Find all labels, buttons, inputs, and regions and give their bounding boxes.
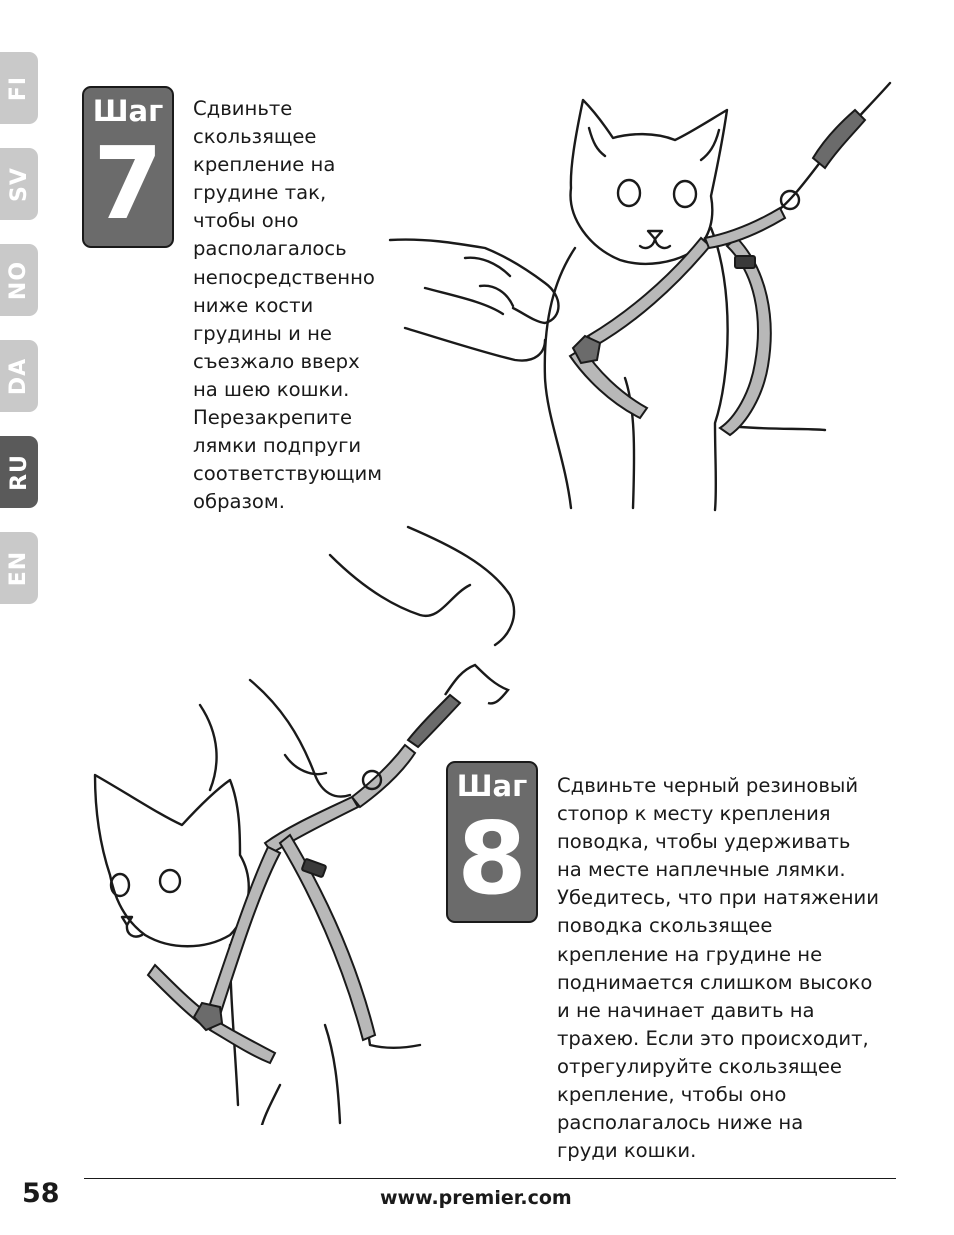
step-7-illustration (385, 78, 905, 518)
page-number: 58 (22, 1178, 60, 1209)
language-tab-label: FI (6, 75, 32, 101)
step-number: 7 (93, 125, 163, 242)
language-tab-sv[interactable] (0, 148, 38, 220)
step-word: Шаг (456, 769, 528, 803)
footer-divider (84, 1178, 896, 1179)
language-tab-label: SV (6, 166, 32, 202)
language-tab-label: DA (6, 357, 32, 395)
step-8-badge (446, 761, 538, 923)
step-word: Шаг (92, 94, 164, 128)
step-7-badge (82, 86, 174, 248)
language-tab-label: NO (6, 260, 32, 300)
language-tab-label: EN (6, 550, 32, 586)
step-number: 8 (457, 800, 527, 917)
footer-url[interactable]: www.premier.com (380, 1187, 572, 1209)
step-7-text: Сдвиньте скользящее крепление на грудине так, чтобы оно располагалось непосредственно ниже кости грудины и не съезжало вверх на шею кошки. Перезакрепите лямки подпруги соответствующим образом. (193, 97, 382, 514)
step-8-text: Сдвиньте черный резиновый стопор к месту крепления поводка, чтобы удерживать на месте наплечные лямки. Убедитесь, что при натяжении поводка скользящее крепление на грудине не поднимается слишком высоко и не начинает давить на трахею. Если это происходит, отрегулируйте скользящее крепление, чтобы оно располагалось ниже на груди кошки. (557, 774, 880, 1163)
language-tab-no[interactable] (0, 244, 38, 316)
language-tab-da[interactable] (0, 340, 38, 412)
language-tab-fi[interactable] (0, 52, 38, 124)
language-tab-label: RU (6, 453, 32, 491)
language-tab-ru[interactable] (0, 436, 38, 508)
language-tab-en[interactable] (0, 532, 38, 604)
